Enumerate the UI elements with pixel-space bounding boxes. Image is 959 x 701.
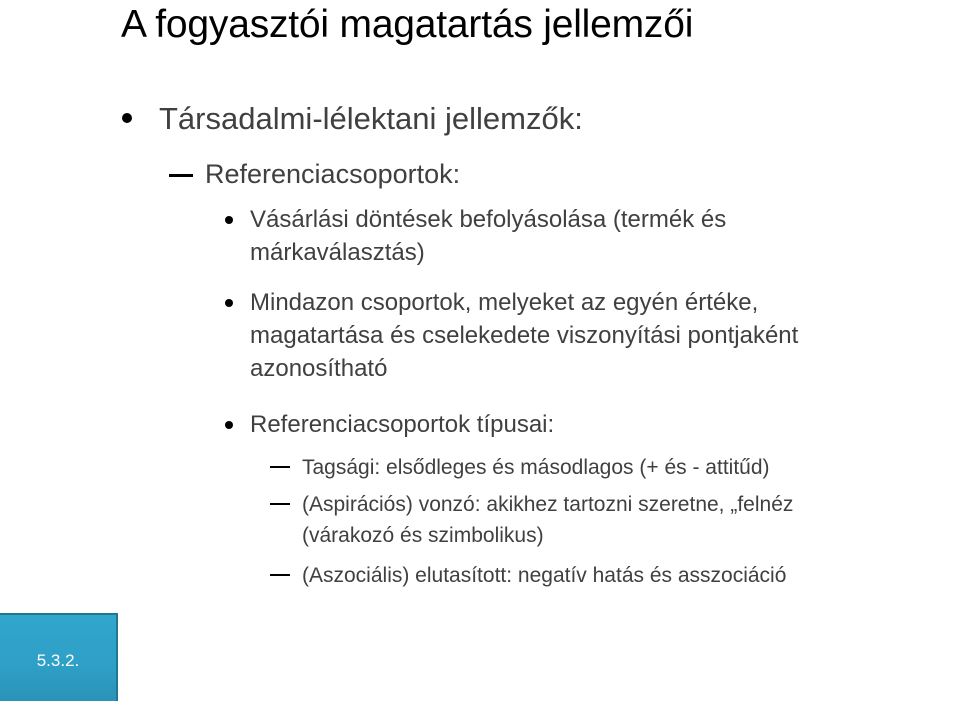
- bullet-dissociative: [302, 560, 786, 591]
- bullet-line: azonosítható: [250, 355, 388, 382]
- bullet-membership: [302, 452, 770, 483]
- bullet-group-types: [250, 408, 554, 441]
- bullet-dash-icon: [270, 503, 290, 505]
- bullet-text: Társadalmi-lélektani jellemzők:: [159, 101, 583, 136]
- bullet-dot-icon: [122, 113, 132, 123]
- bullet-line: Mindazon csoportok, melyeket az egyén értéke,: [250, 289, 759, 316]
- bullet-line: Vásárlási döntések befolyásolása (termék és: [250, 206, 727, 233]
- section-number-box: [0, 613, 118, 701]
- bullet-reference-groups: [205, 158, 460, 190]
- slide-title: A fogyasztói magatartás jellemzői: [121, 3, 694, 46]
- bullet-group-definition: [250, 286, 798, 385]
- bullet-social-psychological: [159, 100, 583, 138]
- bullet-dash-icon: [270, 466, 290, 468]
- bullet-line: Tagsági: elsődleges és másodlagos (+ és - attitűd): [302, 456, 770, 479]
- bullet-dot-icon: [225, 216, 233, 224]
- bullet-line: (várakozó és szimbolikus): [302, 524, 544, 547]
- section-number: 5.3.2.: [36, 651, 80, 670]
- bullet-text: Referenciacsoportok:: [205, 159, 461, 189]
- bullet-purchase-decisions: [250, 203, 726, 269]
- bullet-line: (Aspirációs) vonzó: akikhez tartozni szeretne, „felnéz: [302, 493, 794, 516]
- bullet-line: márkaválasztás): [250, 239, 425, 266]
- bullet-dot-icon: [225, 299, 233, 307]
- bullet-aspirational: [302, 489, 793, 551]
- bullet-dash-icon: [270, 574, 290, 576]
- bullet-line: (Aszociális) elutasított: negatív hatás és asszociáció: [302, 564, 787, 587]
- bullet-line: Referenciacsoportok típusai:: [250, 411, 555, 438]
- bullet-line: magatartása és cselekedete viszonyítási pontjaként: [250, 322, 799, 349]
- bullet-dash-icon: [169, 174, 193, 177]
- bullet-dot-icon: [225, 421, 233, 429]
